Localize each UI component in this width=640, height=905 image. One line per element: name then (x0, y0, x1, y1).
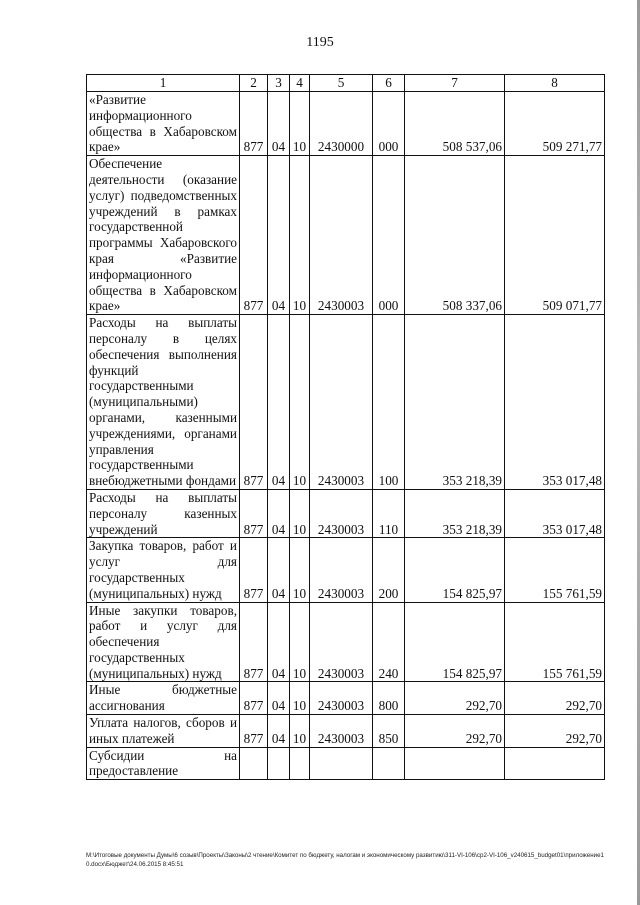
row-name: Расходы на выплаты персоналу в целях обеспечения выполнения функций государственными (муниципальными) органами, казенными учреждениями, органами управления государственными внебюджетными фондами (87, 315, 240, 490)
cell-code (240, 747, 268, 780)
cell-section: 04 (268, 715, 290, 748)
cell-type: 240 (373, 602, 405, 682)
cell-section (268, 747, 290, 780)
cell-target: 2430003 (310, 538, 373, 602)
cell-section: 04 (268, 315, 290, 490)
cell-type (373, 747, 405, 780)
cell-section: 04 (268, 489, 290, 537)
cell-section: 04 (268, 682, 290, 715)
table-row (87, 602, 605, 682)
header-cell: 3 (268, 75, 290, 92)
row-name: Закупка товаров, работ и услуг для государственных (муниципальных) нужд (87, 538, 240, 602)
page-number: 1195 (306, 35, 334, 50)
cell-target: 2430003 (310, 682, 373, 715)
cell-code: 877 (240, 315, 268, 490)
table-row (87, 92, 605, 156)
cell-section: 04 (268, 602, 290, 682)
header-cell: 7 (405, 75, 505, 92)
cell-amount-1: 508 337,06 (405, 156, 505, 315)
cell-subsection: 10 (290, 315, 310, 490)
cell-code: 877 (240, 92, 268, 156)
cell-subsection: 10 (290, 92, 310, 156)
cell-target: 2430003 (310, 602, 373, 682)
table-row (87, 715, 605, 748)
header-cell: 2 (240, 75, 268, 92)
cell-code: 877 (240, 156, 268, 315)
table-row (87, 538, 605, 602)
table-row (87, 682, 605, 715)
cell-subsection: 10 (290, 715, 310, 748)
row-name: Уплата налогов, сборов и иных платежей (87, 715, 240, 748)
cell-subsection: 10 (290, 682, 310, 715)
cell-subsection: 10 (290, 156, 310, 315)
cell-amount-2: 353 017,48 (505, 315, 605, 490)
cell-amount-2: 509 271,77 (505, 92, 605, 156)
header-cell: 8 (505, 75, 605, 92)
table-header-row (87, 75, 605, 92)
row-name: Иные бюджетные ассигнования (87, 682, 240, 715)
cell-code: 877 (240, 602, 268, 682)
cell-subsection: 10 (290, 602, 310, 682)
cell-amount-1: 292,70 (405, 682, 505, 715)
cell-code: 877 (240, 538, 268, 602)
cell-amount-2: 155 761,59 (505, 602, 605, 682)
row-name: Расходы на выплаты персоналу казенных учреждений (87, 489, 240, 537)
file-path-footer: M:\Итоговые документы Думы\6 созыв\Проекты\Законы\2 чтение\Комитет по бюджету, налогам и экономическому развитию\311-VI-106\ср2-VI-106_v240615_budget01\приложение10.docx\Бюджет\24.06.2015 8:45:51 (86, 852, 604, 868)
header-cell: 4 (290, 75, 310, 92)
header-cell: 5 (310, 75, 373, 92)
cell-amount-1: 353 218,39 (405, 489, 505, 537)
cell-type: 800 (373, 682, 405, 715)
cell-code: 877 (240, 682, 268, 715)
row-name: Обеспечение деятельности (оказание услуг) подведомственных учреждений в рамках государственной программы Хабаровского края «Развитие информационного общества в Хабаровском крае» (87, 156, 240, 315)
cell-amount-1 (405, 747, 505, 780)
cell-subsection: 10 (290, 538, 310, 602)
cell-type: 000 (373, 92, 405, 156)
cell-type: 850 (373, 715, 405, 748)
cell-amount-2: 292,70 (505, 682, 605, 715)
cell-target: 2430003 (310, 489, 373, 537)
cell-amount-2: 353 017,48 (505, 489, 605, 537)
cell-target (310, 747, 373, 780)
cell-amount-1: 292,70 (405, 715, 505, 748)
table-row (87, 747, 605, 780)
cell-type: 100 (373, 315, 405, 490)
cell-amount-2: 509 071,77 (505, 156, 605, 315)
cell-code: 877 (240, 715, 268, 748)
cell-target: 2430003 (310, 315, 373, 490)
budget-table (86, 74, 605, 780)
cell-subsection (290, 747, 310, 780)
table-row (87, 315, 605, 490)
table-row (87, 489, 605, 537)
cell-amount-1: 353 218,39 (405, 315, 505, 490)
cell-amount-2 (505, 747, 605, 780)
header-cell: 6 (373, 75, 405, 92)
row-name: Субсидии на предоставление (87, 747, 240, 780)
cell-amount-1: 508 537,06 (405, 92, 505, 156)
cell-section: 04 (268, 156, 290, 315)
cell-amount-1: 154 825,97 (405, 538, 505, 602)
table-row (87, 156, 605, 315)
cell-amount-2: 292,70 (505, 715, 605, 748)
cell-target: 2430003 (310, 156, 373, 315)
cell-subsection: 10 (290, 489, 310, 537)
cell-type: 200 (373, 538, 405, 602)
cell-section: 04 (268, 92, 290, 156)
cell-section: 04 (268, 538, 290, 602)
header-cell: 1 (87, 75, 240, 92)
cell-type: 000 (373, 156, 405, 315)
cell-code: 877 (240, 489, 268, 537)
cell-amount-1: 154 825,97 (405, 602, 505, 682)
cell-type: 110 (373, 489, 405, 537)
row-name: Иные закупки товаров, работ и услуг для обеспечения государственных (муниципальных) нужд (87, 602, 240, 682)
cell-target: 2430003 (310, 715, 373, 748)
cell-amount-2: 155 761,59 (505, 538, 605, 602)
cell-target: 2430000 (310, 92, 373, 156)
row-name: «Развитие информационного общества в Хабаровском крае» (87, 92, 240, 156)
